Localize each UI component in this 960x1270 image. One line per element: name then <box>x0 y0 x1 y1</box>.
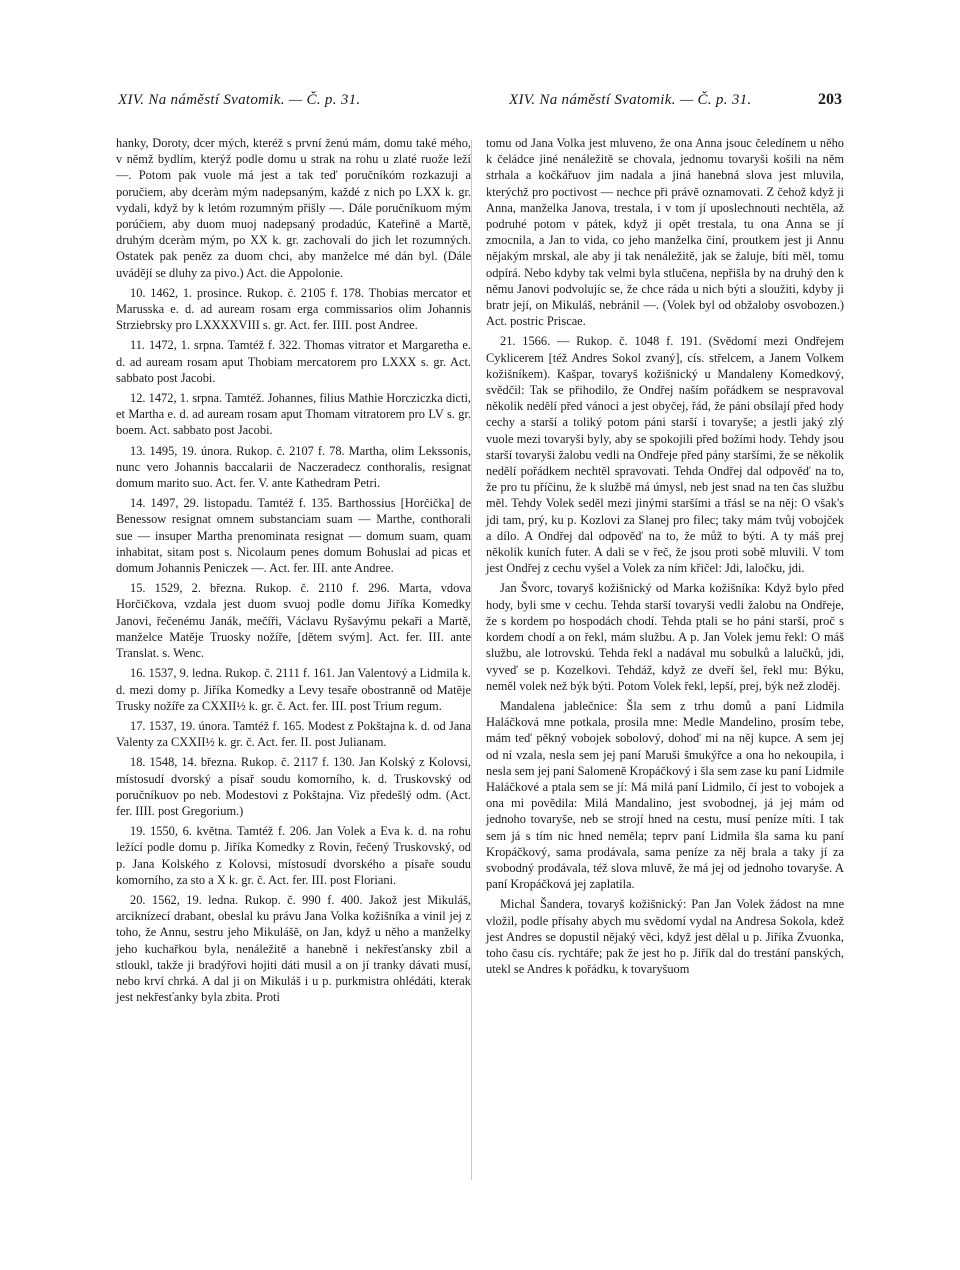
entry-paragraph: 18. 1548, 14. března. Rukop. č. 2117 f. 130. Jan Kolský z Kolovsi, místosudí dvorský a písař soudu komorního, k. d. Truskovský od poručníkuov po neb. Modestovi z Pokštajna. Viz předešlý odm. (Act. fer. IIII. post Gregorium.) <box>116 755 471 818</box>
entry-paragraph: 21. 1566. — Rukop. č. 1048 f. 191. (Svědomí mezi Ondřejem Cyklicerem [též Andres Sokol zvaný], cís. střelcem, a Janem Volkem kožišníkem). Kašpar, tovaryš kožišnický u Mandaleny Komedkový, svědčil: Tak se přihodilo, že Ondřej naším pořádkem se nespravoval několik nedělí před vánoci a jest obyčej, řád, že páni obsílají před hody cechy a starší a toliký potom páni starší i tovaryše; a jestli jaký zlý vuole mezi tovaryši byly, aby se spokojili před božími hody. Tehdy jsou starší tovaryši žalobu vedli na Ondřeje před pány staršími, že se několik nedělí pořádkem nechtěl spravovati. Tehda Ondřej dal odpověď na to, že pro tu příčinu, že k službě má úmysl, neb jest snad na ten čas službu měl. Tehdy Volek seděl mezi jinými staršími a třásl se na něj: O však's jdi tam, prý, ku p. Kozlovi za Slanej pro filec; taky mám tvůj vobojček a dílo. A Ondřej dal odpověď na to, že můž to býti. A ty máš prej několik kuních futer. A dali se v řeč, že jsou proti sobě mluvili. V tom jest Ondřej z cechu vyšel a Volek za ním křičel: Jdi, laločku, jdi. <box>486 334 844 576</box>
entry-paragraph: Mandalena jablečnice: Šla sem z trhu domů a paní Lidmila Haláčková mne potkala, prosila mne: Medle Mandelino, prosím tebe, mám teď pěkný vobojek sobolový, dohoď mi na něj kupce. A sem jej od ní vzala, nesla sem jej paní Maruši šmukýřce a ona ho nekoupila, i nesla sem jej paní Salomeně Kropáčkový i šla sem zase ku paní Lidmile Haláčkové a ptala sem se jí: Má milá paní Lidmilo, čí jest to vobojek a ona mi povědila: Milá Mandalino, jest svobodnej, já jej mám od jednoho tovaryše, neb se strojí hned na cestu, musí peníze míti. I tak sem já s tím nic hned neměla; teprv paní Lidmila šla sama ku paní Kropáčkový, sama prodávala, sama peníze za něj brala a taky jí za svobodný prodávala, též slova mluvě, že má jej od jednoho tovaryše. A paní Kropáčková jej zaplatila. <box>486 698 844 892</box>
page-header <box>0 92 960 116</box>
page-number: 203 <box>818 91 842 108</box>
entry-paragraph: 14. 1497, 29. listopadu. Tamtéž f. 135. Barthossius [Horčička] de Benessow resignat omnem substanciam suam — Marthe, conthorali sue — insuper Martha prenominata resignat — domum suam, quam inhabitat, sitam post s. Nicolaum penes domum Bohuslai ad picas et domum Johannis Peniczek —. Act. fer. III. ante Andree. <box>116 496 471 576</box>
running-head-left: XIV. Na náměstí Svatomik. — Č. p. 31. <box>118 92 361 108</box>
entry-paragraph: 17. 1537, 19. února. Tamtéž f. 165. Modest z Pokštajna k. d. od Jana Valenty za CXXII½ k. gr. č. Act. fer. II. post Julianam. <box>116 718 471 750</box>
entry-paragraph: 16. 1537, 9. ledna. Rukop. č. 2111 f. 161. Jan Valentový a Lidmila k. d. mezi domy p. Jiříka Komedky a Levy tesaře obostranně od Matěje Trusky nožíře za CXXII½ k. gr. č. Act. fer. III. post Trium regum. <box>116 666 471 713</box>
entry-paragraph: Jan Švorc, tovaryš kožišnický od Marka kožišníka: Když bylo před hody, byli sme v cechu. Tehda starší tovaryši vedli žalobu na Ondřeje, že s kordem po hospodách chodí. Tehda ptali se ho páni starší, proč s kordem chodí a on řekl, mám službu. A p. Jan Volek jemu řekl: O máš službu, ale lotrovskú. Tehda řekl a nadával mu sobulků a lalučků, jdi, vyveď se p. Kozelkovi. Tehdáž, když ze dveří šel, řekl mu: Býku, neměl volek než býk býti. Potom Volek řekl, lepší, prej, býk než zloděj. <box>486 581 844 693</box>
running-head-right: XIV. Na náměstí Svatomik. — Č. p. 31. <box>509 92 752 108</box>
continued-paragraph: hanky, Doroty, dcer mých, kteréž s první ženú mám, domu také mého, v němž bydlím, kterýž podle domu u strak na rohu u zlaté ruože leží —. Potom pak vuole má jest a tak teď poručníkóm rozkazuji a poručiem, aby dceràm mým nadepsaným, každé z nich po LXX k. gr. vydali, když by k letóm rozumným přišly —. Dále poručníkuom mým porúčiem, aby duom muoj nadepsaný prodadúc, Kateřině a Martě, druhým dceràm mým, po XX k. gr. zachovali do jich let rozumných. Ostatek pak peněz za duom chci, aby manželce mé dán byl. (Dále uvádějí se dluhy za pivo.) Act. die Appolonie. <box>116 136 471 280</box>
right-column <box>486 135 844 981</box>
entry-paragraph: 20. 1562, 19. ledna. Rukop. č. 990 f. 400. Jakož jest Mikuláš, arciknízecí drabant, obeslal ku právu Jana Volka kožišníka a vinil jej z toho, že Annu, sestru jeho Mikulášě, on Jan, když u něho a manželky jeho kuchařkou byla, nenáležitě a hanebně i nekřesťansky zbil a stloukl, takže ji bradýřovi hojiti dáti musil a on jí tranky dávati musí, nebo krví chrká. A dal ji on Mikuláš i u p. purkmistra ohlédáti, kterak jest nekřesťanky byla zbita. Proti <box>116 892 471 1005</box>
entry-paragraph: 10. 1462, 1. prosince. Rukop. č. 2105 f. 178. Thobias mercator et Marusska e. d. ad auream rosam erga commissarios olim Johannis Strziebrsky pro LXXXXVIII s. gr. Act. fer. IIII. post Andree. <box>116 285 471 333</box>
entry-paragraph: Michal Šandera, tovaryš kožišnický: Pan Jan Volek žádost na mne vložil, podle přísahy abych mu svědomí vydal na Andresa Sokola, kdež jest Andres se dopustil nějaký věci, když jest dělal u p. Jiříka Zvuonka, toho času cís. rychtáře; pak že jest ho p. Jiřík dal do trestání panských, utekl se Andres k pořádku, k tovaryšuom <box>486 897 844 977</box>
entry-paragraph: 12. 1472, 1. srpna. Tamtéž. Johannes, filius Mathie Horcziczka dicti, et Martha e. d. ad auream rosam aput Thomam vitratorem pro LV s. gr. boem. Act. sabbato post Jacobi. <box>116 391 471 438</box>
entry-paragraph: 19. 1550, 6. května. Tamtéž f. 206. Jan Volek a Eva k. d. na rohu ležící podle domu p. Jiříka Komedky z Rovin, řečený Truskovský, od p. Jana Kolského z Kolovsi, místosudí dvorského a písaře soudu komorního, za sto a X k. gr. č. Act. fer. III. post Floriani. <box>116 824 471 887</box>
entry-paragraph: 13. 1495, 19. února. Rukop. č. 2107 f. 78. Martha, olim Lekssonis, nunc vero Johannis baccalarii de Naczeradecz conthoralis, resignat domum marito suo. Act. fer. V. ante Kathedram Petri. <box>116 443 471 491</box>
entry-paragraph: 15. 1529, 2. března. Rukop. č. 2110 f. 296. Marta, vdova Horčičkova, vzdala jest duom svuoj podle domu Jiříka Komedky Janovi, řečenému Janák, mečíři, Václavu Ryšavýmu pekaři a Martě, manželce Matěje Truosky nožíře, [dětem svým]. Act. fer. III. ante Translat. s. Wenc. <box>116 581 471 661</box>
left-column <box>116 135 471 1009</box>
column-divider <box>471 140 472 1180</box>
entry-paragraph: 11. 1472, 1. srpna. Tamtéž f. 322. Thomas vitrator et Margaretha e. d. ad auream rosam aput Thobiam mercatorem pro LXXX s. gr. Act. sabbato post Jacobi. <box>116 338 471 385</box>
continued-paragraph: tomu od Jana Volka jest mluveno, že ona Anna jsouc čeledínem u něho k čeládce jiné nenáležitě se chovala, jednomu tovaryši košili na něm strhala a kočkářuov jim nadala a jiná hanebná slova jest mluvila, kterýchž pro poctivost — nechce při právě oznamovati. Z čehož když ji Anna, manželka Janova, trestala, i v tom jí uposlechnouti nechtěla, až podruhé potom v pátek, když ji opět trestala, tu ona Anna se jí zmocnila, a Jan to vida, co jeho manželka činí, proutkem jest ji Annu nějakým mrskal, ale aby ji tak nenáležitě, jak se žaluje, bíti měl, tomu odpírá. Nebo kdyby tak velmi byla stlučena, nepřišla by na druhý den k němu Janovi podvolujíc se, že chce ráda u nich býti a sloužiti, kdyby ji bratr její, on Mikuláš, nebránil —. (Volek byl od obžaloby osvobozen.) Act. postric Priscae. <box>486 136 844 329</box>
